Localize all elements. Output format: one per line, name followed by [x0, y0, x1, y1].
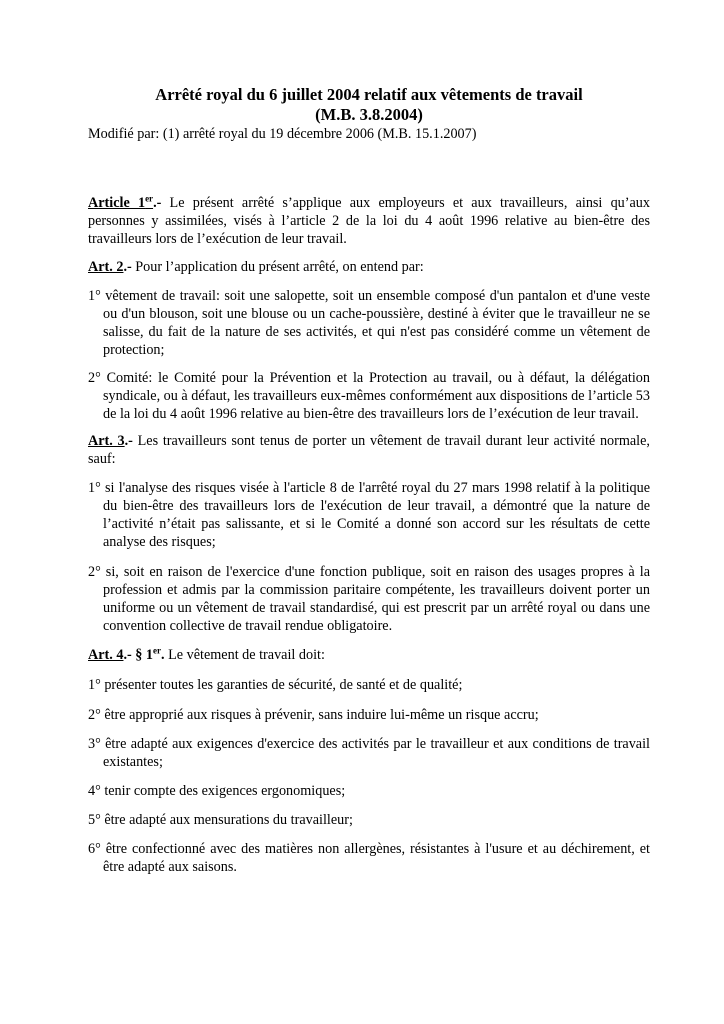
article-1-text: Le présent arrêté s’applique aux employeurs et aux travailleurs, ainsi qu’aux personnes y assimilées, visés à l’article 2 de la loi du 4 août 1996 relative au bien-être des travailleurs lors de l’exécution de leur travail.: [88, 195, 650, 247]
article-4-item-3: 3° être adapté aux exigences d'exercice des activités par le travailleur et aux conditions de travail existantes;: [88, 736, 650, 770]
document-page: [88, 80, 650, 876]
article-3-text: Les travailleurs sont tenus de porter un vêtement de travail durant leur activité normale, sauf:: [88, 433, 650, 467]
article-4-heading: Art. 4: [88, 647, 124, 663]
article-4-item-1: 1° présenter toutes les garanties de sécurité, de santé et de qualité;: [88, 677, 463, 693]
title-line-1: Arrêté royal du 6 juillet 2004 relatif aux vêtements de travail: [155, 85, 583, 104]
article-2-item-1: 1° vêtement de travail: soit une salopette, soit un ensemble composé d'un pantalon et d'une veste ou d'un blouson, soit une blouse ou un cache-poussière, destiné à éviter que le travailleur ne se salisse, du fait de la nature de ses activités, et qui n'est pas considéré comme un vêtement de protection;: [88, 288, 650, 358]
article-2-item-2: 2° Comité: le Comité pour la Prévention et la Protection au travail, ou à défaut, la délégation syndicale, ou à défaut, les travailleurs eux-mêmes conformément aux dispositions de l’article 53 de la loi du 4 août 1996 relative au bien-être des travailleurs lors de l’exécution de leur travail.: [88, 370, 650, 422]
article-4-text: Le vêtement de travail doit:: [164, 647, 325, 663]
article-1: Article 1er.- Le présent arrêté s’applique aux employeurs et aux travailleurs, ainsi qu’aux personnes y assimilées, visés à l’article 2 de la loi du 4 août 1996 relative au bien-être des travailleurs lors de l’exécution de leur travail.: [88, 193, 650, 247]
article-2-text: Pour l’application du présent arrêté, on entend par:: [131, 259, 424, 275]
article-3: Art. 3.- Les travailleurs sont tenus de porter un vêtement de travail durant leur activité normale, sauf:: [88, 433, 650, 467]
article-2-heading: Art. 2: [88, 259, 124, 275]
article-4-item-5: 5° être adapté aux mensurations du travailleur;: [88, 812, 353, 828]
article-4-item-2: 2° être approprié aux risques à prévenir, sans induire lui-même un risque accru;: [88, 707, 539, 723]
document-title: [88, 85, 650, 125]
article-3-item-2: 2° si, soit en raison de l'exercice d'une fonction publique, soit en raison des usages propres à la profession et admis par la commission paritaire compétente, les travailleurs doivent porter un uniforme ou un vêtement de travail standardisé, qui est prescrit par un arrêté royal ou dans une convention collective de travail rendue obligatoire.: [88, 564, 650, 634]
article-4-item-4: 4° tenir compte des exigences ergonomiques;: [88, 783, 346, 799]
article-2: Art. 2.- Pour l’application du présent arrêté, on entend par:: [88, 259, 424, 275]
article-1-heading: Article 1er: [88, 193, 154, 211]
article-3-heading: Art. 3: [88, 433, 125, 449]
article-4-item-6: 6° être confectionné avec des matières non allergènes, résistantes à l'usure et au déchirement, et être adapté aux saisons.: [88, 841, 650, 875]
title-line-2: (M.B. 3.8.2004): [315, 105, 423, 124]
article-3-item-1: 1° si l'analyse des risques visée à l'article 8 de l'arrêté royal du 27 mars 1998 relatif à la politique du bien-être des travailleurs lors de l'exécution de leur travail, a démontré que la nature de l’activité n’était pas salissante, et si le Comité a donné son accord sur les résultats de cette analyse des risques;: [88, 480, 650, 550]
modification-note: Modifié par: (1) arrêté royal du 19 décembre 2006 (M.B. 15.1.2007): [88, 126, 477, 142]
article-4: Art. 4.- § 1er. Le vêtement de travail doit:: [88, 645, 325, 663]
